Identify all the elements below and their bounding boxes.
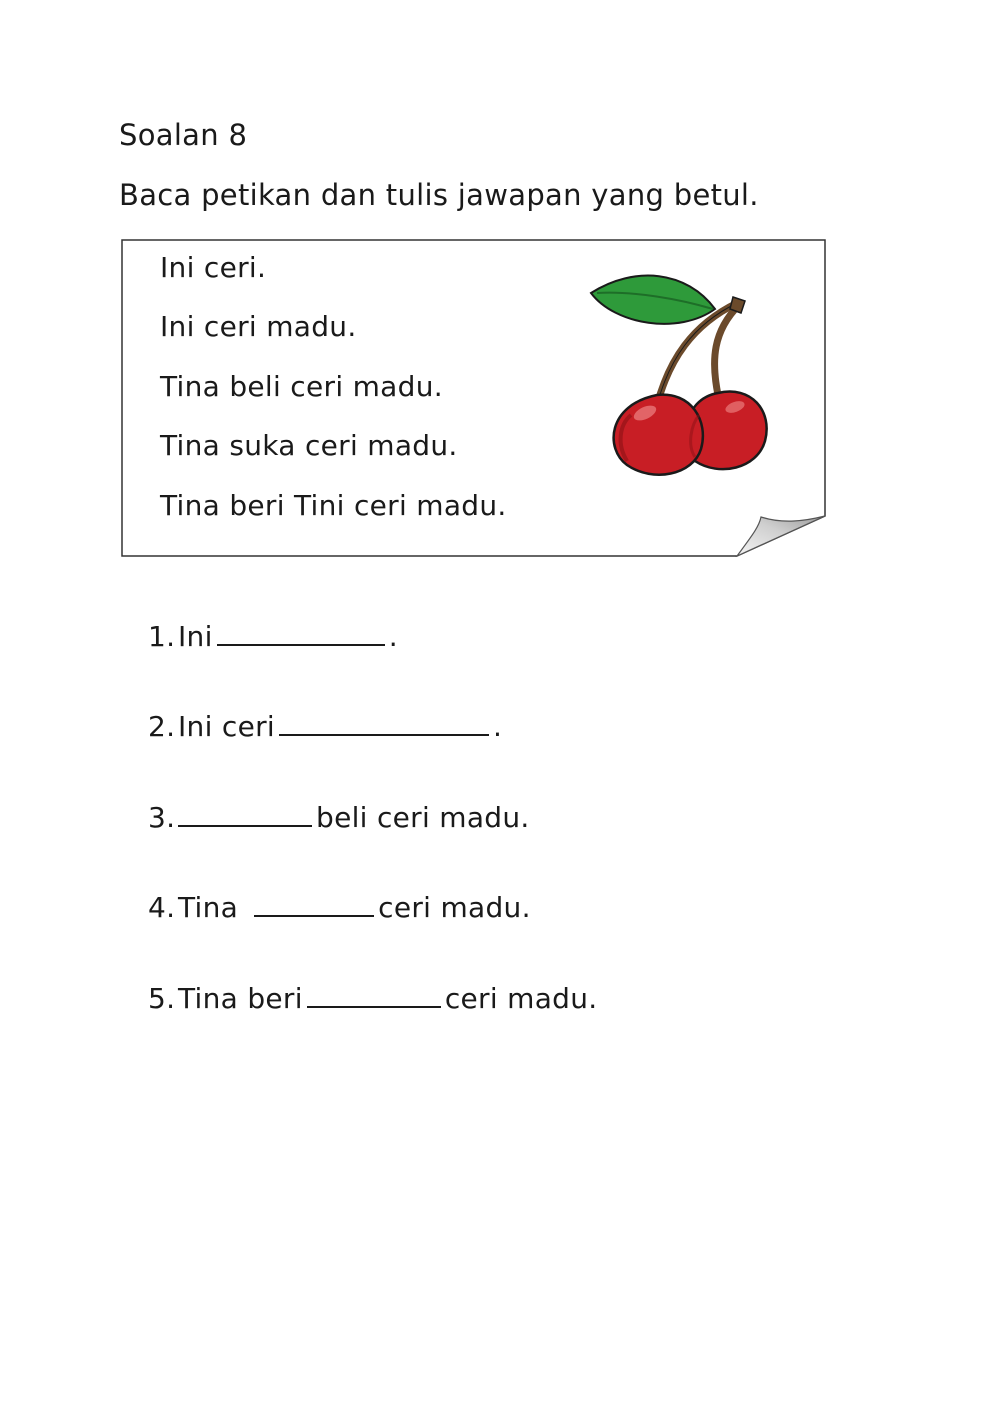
question-text-after: . xyxy=(388,620,398,653)
question-5 xyxy=(148,982,748,1015)
answer-blank[interactable] xyxy=(279,710,489,736)
passage-line: Ini ceri. xyxy=(160,251,267,284)
question-text-before: Tina beri xyxy=(178,982,303,1015)
answer-blank[interactable] xyxy=(254,891,374,917)
question-number: 3. xyxy=(148,801,176,834)
passage-line: Ini ceri madu. xyxy=(160,310,357,343)
passage-box xyxy=(121,239,827,557)
question-text-after: ceri madu. xyxy=(378,891,531,924)
passage-line: Tina suka ceri madu. xyxy=(160,429,458,462)
answer-blank[interactable] xyxy=(178,801,312,827)
answer-blank[interactable] xyxy=(217,620,385,646)
question-text-after: beli ceri madu. xyxy=(316,801,530,834)
question-1 xyxy=(148,620,748,653)
question-text-before: Ini xyxy=(178,620,213,653)
question-2 xyxy=(148,710,748,743)
answer-blank[interactable] xyxy=(307,982,441,1008)
question-3 xyxy=(148,801,748,834)
question-text-after: . xyxy=(493,710,503,743)
question-number: 5. xyxy=(148,982,176,1015)
question-number: 2. xyxy=(148,710,176,743)
worksheet-instruction: Baca petikan dan tulis jawapan yang betul. xyxy=(119,178,759,212)
question-text-after: ceri madu. xyxy=(444,982,598,1015)
question-number: 4. xyxy=(148,891,176,924)
passage-line: Tina beli ceri madu. xyxy=(160,370,443,403)
passage-line: Tina beri Tini ceri madu. xyxy=(160,489,507,522)
question-4 xyxy=(148,891,748,924)
question-number: 1. xyxy=(148,620,176,653)
question-text-before: Ini ceri xyxy=(178,710,275,743)
cherry-icon xyxy=(587,265,787,480)
worksheet-title: Soalan 8 xyxy=(119,118,248,152)
question-text-before: Tina xyxy=(178,891,239,924)
